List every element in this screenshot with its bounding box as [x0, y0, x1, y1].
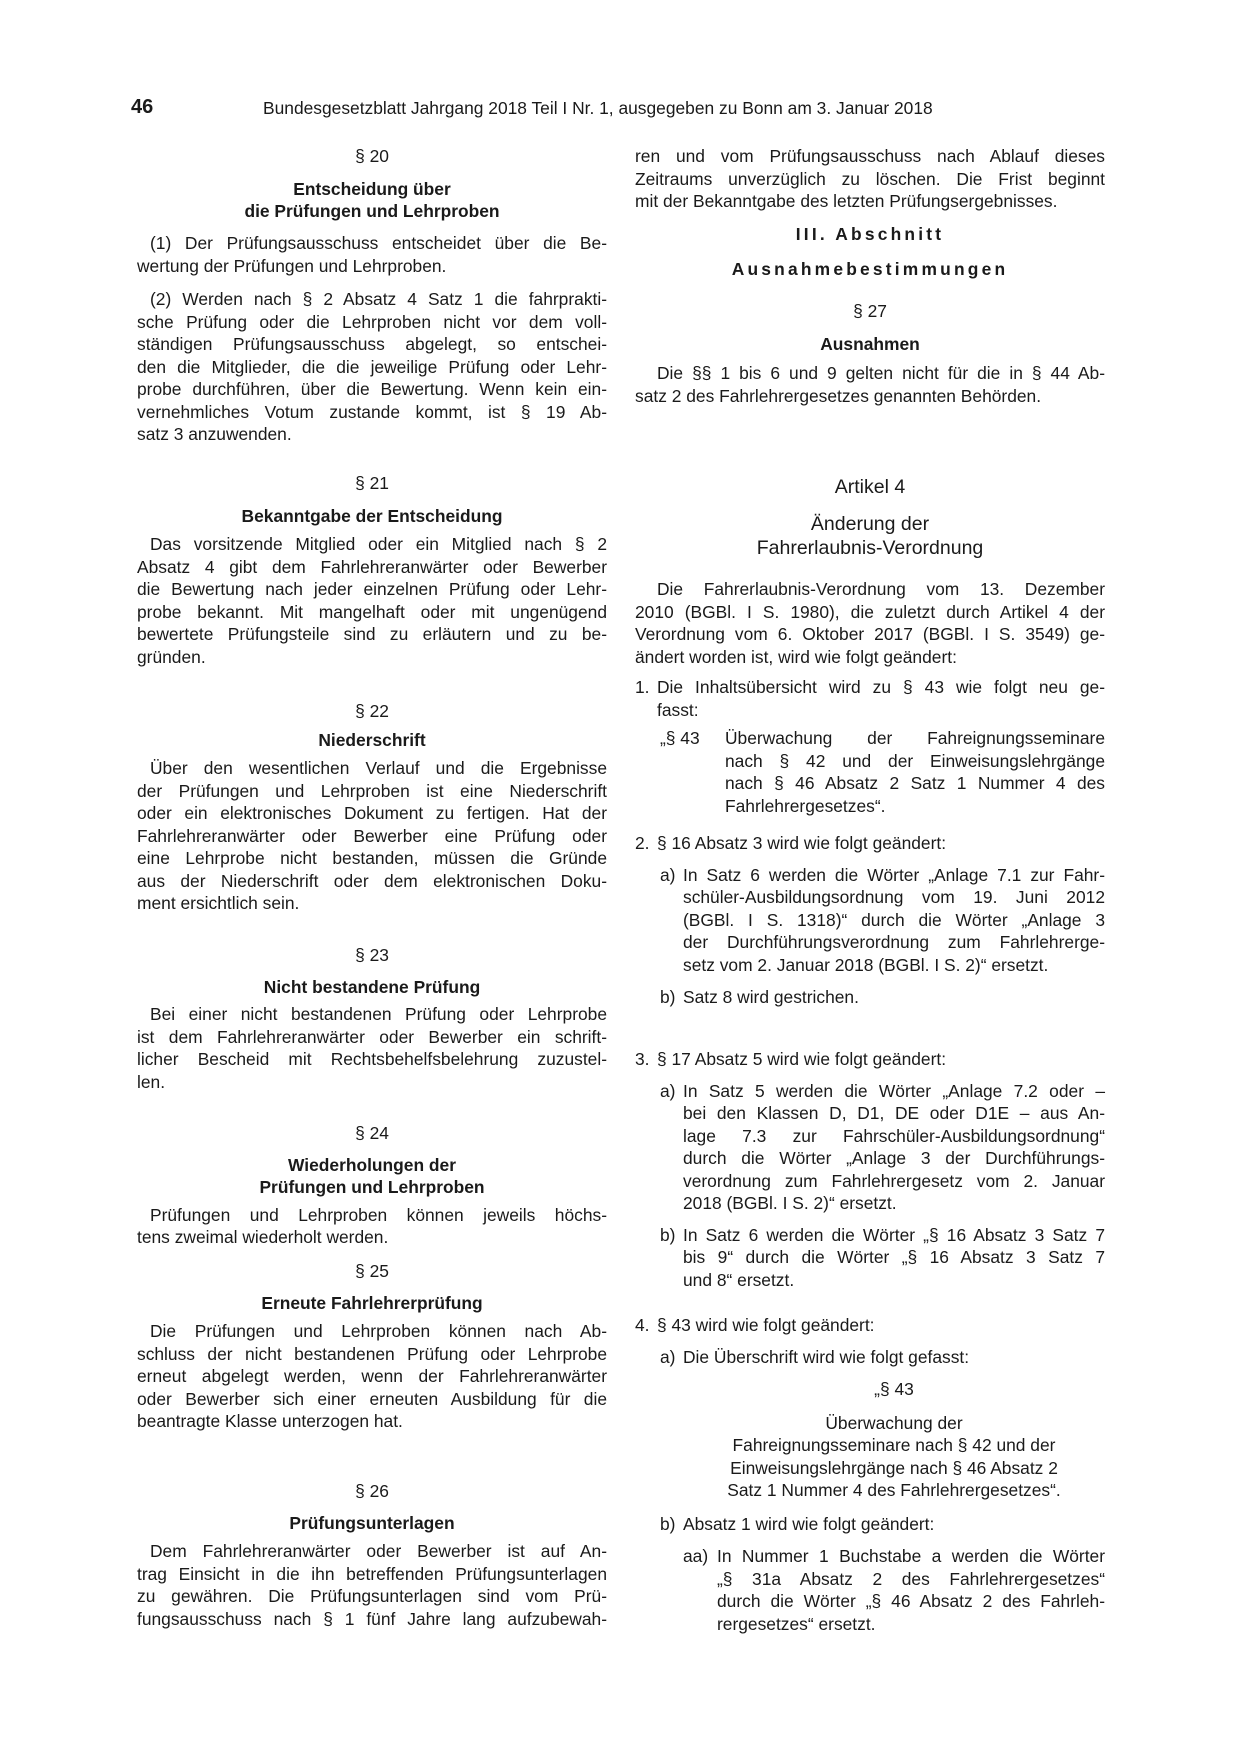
- text-line: die Bewertung nach jeder einzelnen Prüfung oder Lehr-: [137, 579, 607, 599]
- text-line: ständigen Prüfungsausschuss abgelegt, so entschei-: [137, 334, 607, 354]
- text-line: oder Bewerber sich einer erneuten Ausbildung für die: [137, 1388, 607, 1409]
- list-number: 1.: [635, 677, 650, 697]
- text-line: tens zweimal wiederholt werden.: [137, 1227, 389, 1247]
- text-line: In Satz 6 werden die Wörter „Anlage 7.1 zur Fahr-: [683, 864, 1105, 885]
- artikel-title-line: Fahrerlaubnis-Verordnung: [756, 537, 984, 559]
- text-line: ment ersichtlich sein.: [137, 893, 300, 913]
- quoted-heading-line: Einweisungslehrgänge nach § 46 Absatz 2: [730, 1457, 1058, 1478]
- section-title: Erneute Fahrlehrerprüfung: [261, 1292, 483, 1313]
- section-title-line: Wiederholungen der: [288, 1154, 456, 1175]
- text-line: ändert worden ist, wird wie folgt geändert:: [635, 646, 957, 667]
- text-line: und 8“ ersetzt.: [683, 1269, 795, 1290]
- text-line: schluss der nicht bestandenen Prüfung oder Lehrprobe: [137, 1343, 607, 1364]
- text-line: In Satz 6 werden die Wörter „§ 16 Absatz 3 Satz 7: [683, 1224, 1105, 1245]
- sub-label: b): [660, 1224, 676, 1245]
- text-line: Die Inhaltsübersicht wird zu § 43 wie folgt neu ge-: [657, 677, 1105, 697]
- text-line: § 16 Absatz 3 wird wie folgt geändert:: [657, 833, 947, 853]
- text-line: beantragte Klasse unterzogen hat.: [137, 1411, 403, 1431]
- text-line: rergesetzes“ ersetzt.: [717, 1613, 876, 1634]
- sub-item: [635, 1513, 1105, 1536]
- paragraph: [137, 232, 607, 277]
- sub-label: a): [660, 864, 676, 885]
- text-line: Dem Fahrlehreranwärter oder Bewerber ist auf An-: [150, 1541, 607, 1561]
- text-line: aus der Niederschrift oder dem elektronischen Doku-: [137, 870, 607, 891]
- section-number: § 24: [355, 1123, 389, 1143]
- paragraph: [137, 757, 607, 915]
- text-line: licher Bescheid mit Rechtsbehelfsbelehrung zuzustel-: [137, 1049, 607, 1069]
- paragraph: [137, 1204, 607, 1249]
- paragraph: [137, 1320, 607, 1433]
- section-23: [137, 944, 607, 1093]
- page-header: [0, 96, 1241, 120]
- artikel-heading: Artikel 4: [834, 476, 906, 498]
- paragraph: [137, 1003, 607, 1093]
- section-number: § 26: [355, 1481, 389, 1501]
- text-line: len.: [137, 1071, 166, 1092]
- text-line: 2010 (BGBl. I S. 1980), die zuletzt durch Artikel 4 der: [635, 601, 1105, 622]
- paragraph: [635, 362, 1105, 407]
- text-line: satz 2 des Fahrlehrergesetzes genannten Behörden.: [635, 385, 1042, 406]
- text-line: durch die Wörter „§ 46 Absatz 2 des Fahrleh-: [717, 1591, 1105, 1611]
- text-line: durch die Wörter „Anlage 3 der Durchführungs-: [683, 1148, 1105, 1168]
- sub-item: [635, 1346, 1105, 1369]
- text-line: Das vorsitzende Mitglied oder ein Mitglied nach § 2: [150, 534, 607, 554]
- text-line: Absatz 4 gibt dem Fahrlehreranwärter oder Bewerber: [137, 556, 607, 577]
- section-title: Niederschrift: [318, 729, 426, 750]
- text-line: In Nummer 1 Buchstabe a werden die Wörter: [717, 1546, 1105, 1566]
- text-line: Prüfungen und Lehrproben können jeweils höchs-: [150, 1204, 607, 1225]
- list-item: [635, 1314, 1105, 1635]
- text-line: ist dem Fahrlehreranwärter oder Bewerber ein schrift-: [137, 1026, 607, 1047]
- text-line: (BGBl. I S. 1318)“ durch die Wörter „Anlage 3: [683, 909, 1105, 930]
- list-item: [635, 832, 1105, 1009]
- text-line: ren und vom Prüfungsausschuss nach Ablauf dieses: [635, 146, 1105, 166]
- text-line: Die Fahrerlaubnis-Verordnung vom 13. Dezember: [657, 579, 1105, 599]
- text-line: Überwachung der Fahreignungsseminare: [725, 728, 1105, 748]
- text-line: mit der Bekanntgabe des letzten Prüfungsergebnisses.: [635, 191, 1058, 211]
- sub-sub-item: [635, 1545, 1105, 1635]
- text-line: Absatz 1 wird wie folgt geändert:: [683, 1513, 935, 1534]
- section-title-line: Prüfungen und Lehrproben: [259, 1177, 485, 1197]
- list-number: 2.: [635, 833, 650, 853]
- text-line: wertung der Prüfungen und Lehrproben.: [137, 255, 447, 276]
- text-line: Die Überschrift wird wie folgt gefasst:: [683, 1346, 970, 1367]
- text-line: probe bekannt. Mit mangelhaft oder mit ungenügend: [137, 601, 607, 622]
- left-column: [137, 146, 607, 1629]
- text-line: Fahrlehreranwärter oder Bewerber eine Prüfung oder: [137, 825, 607, 846]
- abschnitt-heading: III. Abschnitt: [795, 224, 945, 244]
- sub-label: b): [660, 1513, 676, 1534]
- section-title: Nicht bestandene Prüfung: [263, 976, 481, 997]
- paragraph: [137, 533, 607, 668]
- paragraph-continued: [635, 145, 1105, 213]
- text-line: nach § 46 Absatz 2 Satz 1 Nummer 4 des: [725, 773, 1105, 793]
- section-number: § 27: [853, 301, 887, 321]
- text-line: verordnung zum Fahrlehrergesetz vom 2. Januar: [683, 1170, 1105, 1191]
- sub-item: [635, 1080, 1105, 1215]
- list-number: 4.: [635, 1315, 650, 1335]
- section-number: § 21: [355, 473, 389, 493]
- text-line: (2) Werden nach § 2 Absatz 4 Satz 1 die fahrprakti-: [150, 289, 607, 309]
- text-line: Fahrlehrergesetzes“.: [725, 795, 886, 816]
- text-line: probe durchführen, über die Bewertung. Wenn kein ein-: [137, 379, 607, 399]
- text-line: Die §§ 1 bis 6 und 9 gelten nicht für die in § 44 Ab-: [657, 363, 1105, 383]
- text-line: Satz 8 wird gestrichen.: [683, 987, 859, 1007]
- text-line: Zeitraums unverzüglich zu löschen. Die Frist beginnt: [635, 168, 1105, 189]
- section-27: [635, 300, 1105, 407]
- text-line: vernehmliches Votum zustande kommt, ist § 19 Ab-: [137, 401, 607, 422]
- text-line: oder ein elektronisches Dokument zu fertigen. Hat der: [137, 803, 607, 823]
- abschnitt-title: Ausnahmebestimmungen: [731, 259, 1009, 279]
- list-number: 3.: [635, 1049, 650, 1069]
- text-line: § 43 wird wie folgt geändert:: [657, 1315, 875, 1335]
- text-line: eine Lehrprobe nicht bestanden, müssen die Gründe: [137, 848, 607, 868]
- paragraph: [137, 288, 607, 446]
- text-line: lage 7.3 zur Fahrschüler-Ausbildungsordnung“: [683, 1125, 1105, 1146]
- text-line: der Durchführungsverordnung zum Fahrlehrerge-: [683, 932, 1105, 952]
- quoted-entry: [635, 727, 1105, 817]
- section-22: [137, 700, 607, 915]
- text-line: sche Prüfung oder die Lehrproben nicht vor dem voll-: [137, 311, 607, 332]
- sub-item: [635, 1224, 1105, 1292]
- quoted-heading: [635, 1378, 1105, 1502]
- text-line: schüler-Ausbildungsordnung vom 19. Juni 2012: [683, 887, 1105, 907]
- text-line: satz 3 anzuwenden.: [137, 424, 292, 444]
- page-number: 46: [131, 96, 154, 118]
- quoted-section-number: „§ 43: [874, 1379, 914, 1399]
- text-line: nach § 42 und der Einweisungslehrgänge: [725, 750, 1105, 771]
- text-line: erneut abgelegt werden, wenn der Fahrlehreranwärter: [137, 1366, 607, 1386]
- section-title: Bekanntgabe der Entscheidung: [241, 505, 503, 526]
- text-line: „§ 31a Absatz 2 des Fahrlehrergesetzes“: [717, 1568, 1105, 1589]
- quoted-heading-line: Fahreignungsseminare nach § 42 und der: [732, 1435, 1056, 1455]
- section-title-line: die Prüfungen und Lehrproben: [244, 201, 500, 221]
- text-line: § 17 Absatz 5 wird wie folgt geändert:: [657, 1049, 947, 1069]
- section-number: § 23: [355, 945, 389, 965]
- text-line: Über den wesentlichen Verlauf und die Ergebnisse: [150, 758, 607, 778]
- text-line: der Prüfungen und Lehrproben ist eine Niederschrift: [137, 780, 607, 801]
- section-number: § 22: [355, 701, 389, 721]
- text-line: 2018 (BGBl. I S. 2)“ ersetzt.: [683, 1193, 897, 1213]
- sub-label: b): [660, 987, 676, 1007]
- text-line: trag Einsicht in die ihn betreffenden Prüfungsunterlagen: [137, 1563, 607, 1584]
- text-line: gründen.: [137, 646, 206, 667]
- text-line: bei den Klassen D, D1, DE oder D1E – aus An-: [683, 1103, 1105, 1123]
- artikel-title-line: Änderung der: [810, 513, 930, 535]
- paragraph: [137, 1540, 607, 1630]
- text-line: setz vom 2. Januar 2018 (BGBl. I S. 2)“ ersetzt.: [683, 954, 1049, 975]
- section-26: [137, 1480, 607, 1630]
- section-24: [137, 1122, 607, 1249]
- section-25: [137, 1260, 607, 1433]
- quoted-heading-line: Überwachung der: [825, 1412, 963, 1433]
- sub-label: a): [660, 1080, 676, 1101]
- text-line: den die Mitglieder, die die jeweilige Prüfung oder Lehr-: [137, 356, 607, 377]
- text-line: In Satz 5 werden die Wörter „Anlage 7.2 oder –: [683, 1080, 1105, 1101]
- running-header: Bundesgesetzblatt Jahrgang 2018 Teil I Nr. 1, ausgegeben zu Bonn am 3. Januar 2018: [263, 98, 933, 118]
- text-line: fasst:: [657, 699, 699, 720]
- text-line: (1) Der Prüfungsausschuss entscheidet über die Be-: [150, 233, 607, 253]
- section-title: Prüfungsunterlagen: [289, 1512, 455, 1533]
- paragraph: [635, 578, 1105, 668]
- section-number: § 20: [355, 146, 389, 166]
- sub-item: [635, 864, 1105, 977]
- quoted-heading-line: Satz 1 Nummer 4 des Fahrlehrergesetzes“.: [727, 1480, 1061, 1500]
- quote-label: „§ 43: [660, 728, 700, 748]
- section-title: Ausnahmen: [820, 333, 920, 354]
- text-line: Die Prüfungen und Lehrproben können nach Ab-: [150, 1321, 607, 1341]
- section-number: § 25: [355, 1261, 389, 1281]
- sub-item: [635, 986, 1105, 1009]
- text-line: bis 9“ durch die Wörter „§ 16 Absatz 3 Satz 7: [683, 1247, 1105, 1267]
- list-item: [635, 676, 1105, 817]
- section-title-line: Entscheidung über: [293, 179, 451, 199]
- text-line: Verordnung vom 6. Oktober 2017 (BGBl. I S. 3549) ge-: [635, 624, 1105, 644]
- text-line: Bei einer nicht bestandenen Prüfung oder Lehrprobe: [150, 1004, 607, 1024]
- text-line: bewertete Prüfungsteile sind zu erläutern und zu be-: [137, 624, 607, 644]
- text-line: fungsausschuss nach § 1 fünf Jahre lang aufzubewah-: [137, 1608, 607, 1629]
- text-line: zu gewähren. Die Prüfungsunterlagen sind vom Prü-: [137, 1586, 607, 1606]
- list-item: [635, 1048, 1105, 1291]
- section-21: [137, 472, 607, 668]
- sub-label: a): [660, 1346, 676, 1367]
- sub-sub-label: aa): [683, 1546, 709, 1566]
